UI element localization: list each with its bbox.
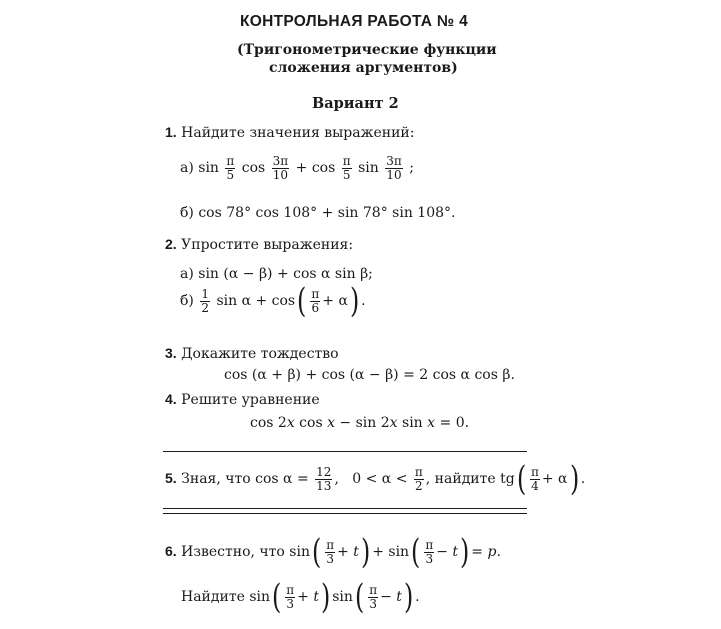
frac-num: π [530, 464, 539, 479]
variant-heading: Вариант 2 [312, 95, 399, 112]
frac-num: π [369, 582, 378, 597]
task-5-statement [165, 459, 586, 499]
sin-alpha-text: sin α + cos [216, 293, 296, 309]
fraction-3pi-10 [385, 155, 403, 181]
task-2a-label: а) [180, 266, 194, 282]
task-6-find [181, 577, 420, 617]
task-6-statement [165, 532, 501, 572]
cos-text: cos [311, 160, 336, 177]
right-paren: ) [403, 577, 414, 617]
task-4-heading [165, 391, 320, 408]
task-1-heading [165, 124, 414, 141]
task-2a-expr: sin (α − β) + cos α sin β; [198, 266, 373, 282]
period: . [415, 589, 420, 605]
frac-den: 3 [425, 551, 434, 566]
plus-alpha: + α [322, 293, 348, 309]
left-paren: ( [516, 459, 526, 499]
fraction-pi-3 [285, 584, 295, 610]
frac-den: 2 [415, 478, 423, 493]
task-4-number: 4. [165, 391, 177, 407]
frac-num: 3π [272, 154, 289, 168]
right-paren: ) [460, 532, 470, 572]
plus-sin: + sin [372, 544, 410, 560]
frac-den: 4 [531, 478, 539, 493]
fraction-3pi-10 [272, 155, 290, 181]
fraction-pi-3 [424, 539, 434, 565]
sin-text: sin [358, 160, 379, 177]
frac-num: π [286, 582, 295, 597]
task-2-number: 2. [165, 236, 177, 252]
period: . [580, 471, 586, 487]
fraction-pi-4 [530, 466, 540, 492]
task-1-text: Найдите значения выражений: [181, 125, 415, 141]
left-paren: ( [411, 532, 421, 572]
task-2a-expression [180, 266, 373, 282]
eq-part: cos [294, 415, 328, 431]
task-5-text: Зная, что cos α = [181, 471, 309, 487]
task-1-number: 1. [165, 124, 177, 140]
condition: 0 < α < [352, 471, 408, 487]
right-paren: ) [349, 281, 360, 321]
task-1b-expr: cos 78° cos 108° + sin 78° sin 108°. [198, 205, 456, 221]
task-1b-label: б) [180, 205, 194, 221]
task-1b-expression [180, 205, 455, 221]
task-5-number: 5. [165, 470, 177, 486]
task-4-equation [250, 415, 469, 431]
frac-den: 5 [342, 167, 351, 182]
frac-num: π [311, 286, 320, 301]
equals-p: = p. [471, 544, 501, 560]
left-paren: ( [271, 577, 282, 617]
frac-den: 2 [201, 300, 209, 315]
left-paren: ( [311, 532, 322, 572]
frac-num: π [342, 154, 351, 168]
frac-num: π [414, 464, 423, 479]
right-paren: ) [320, 577, 331, 617]
task-2b-label: б) [180, 293, 194, 309]
fraction-12-13 [315, 466, 332, 492]
frac-den: 3 [326, 551, 334, 566]
double-separator-line [163, 508, 527, 514]
semicolon: ; [409, 160, 414, 177]
frac-den: 13 [316, 478, 332, 493]
fraction-pi-5 [225, 155, 235, 181]
frac-num: 1 [201, 286, 209, 301]
task-6-text: Известно, что sin [181, 544, 310, 560]
fraction-1-2 [200, 288, 210, 314]
fraction-pi-6 [310, 288, 320, 314]
period: . [361, 293, 366, 309]
frac-den: 3 [286, 596, 295, 611]
task-5-find: , найдите tg [425, 471, 515, 487]
separator-line [163, 451, 527, 452]
sin-text: sin [332, 589, 353, 605]
plus-t: + t [297, 589, 319, 605]
subtitle-line-1: (Тригонометрические функции [237, 42, 497, 58]
frac-num: 3π [386, 154, 402, 168]
frac-den: 10 [386, 167, 402, 182]
document-title: КОНТРОЛЬНАЯ РАБОТА № 4 [240, 13, 468, 30]
task-3-number: 3. [165, 345, 177, 361]
comma: , [334, 471, 339, 487]
frac-num: π [326, 537, 335, 552]
eq-part: sin [397, 415, 428, 431]
cos-text: cos [241, 160, 266, 177]
minus-t: − t [436, 544, 459, 560]
fraction-pi-3 [325, 539, 335, 565]
sin-text: sin [198, 160, 219, 177]
left-paren: ( [297, 281, 307, 321]
minus-t: − t [380, 589, 402, 605]
frac-den: 5 [226, 167, 235, 182]
right-paren: ) [360, 532, 371, 572]
fraction-pi-3 [368, 584, 378, 610]
var-x: x [427, 415, 436, 431]
task-2-text: Упростите выражения: [181, 237, 354, 253]
fraction-pi-5 [342, 155, 352, 181]
plus-t: + t [337, 544, 359, 560]
plus-alpha: + α [541, 471, 568, 487]
frac-den: 3 [369, 596, 377, 611]
var-x: x [327, 415, 335, 431]
eq-part: = 0. [435, 415, 470, 431]
frac-den: 10 [272, 167, 289, 182]
frac-num: π [226, 154, 235, 168]
task-6-number: 6. [165, 543, 177, 559]
frac-den: 6 [311, 300, 320, 315]
task-3-heading [165, 345, 339, 362]
frac-num: 12 [316, 464, 332, 479]
var-x: x [389, 415, 398, 431]
right-paren: ) [569, 459, 579, 499]
task-3-identity: cos (α + β) + cos (α − β) = 2 cos α cos β. [224, 367, 515, 383]
subtitle-line-2: сложения аргументов) [269, 60, 458, 76]
var-x: x [286, 415, 295, 431]
eq-part: − sin 2 [334, 415, 390, 431]
frac-num: π [425, 537, 434, 552]
task-6-find-text: Найдите sin [181, 589, 270, 605]
task-2b-expression [180, 281, 366, 321]
fraction-pi-2 [414, 466, 424, 492]
task-1a-label: а) [180, 160, 194, 177]
task-1a-expression [180, 155, 414, 181]
task-4-text: Решите уравнение [181, 392, 320, 408]
plus-sign: + [295, 160, 308, 177]
left-paren: ( [354, 577, 365, 617]
eq-part: cos 2 [250, 415, 287, 431]
task-3-text: Докажите тождество [181, 346, 339, 362]
task-2-heading [165, 236, 353, 253]
